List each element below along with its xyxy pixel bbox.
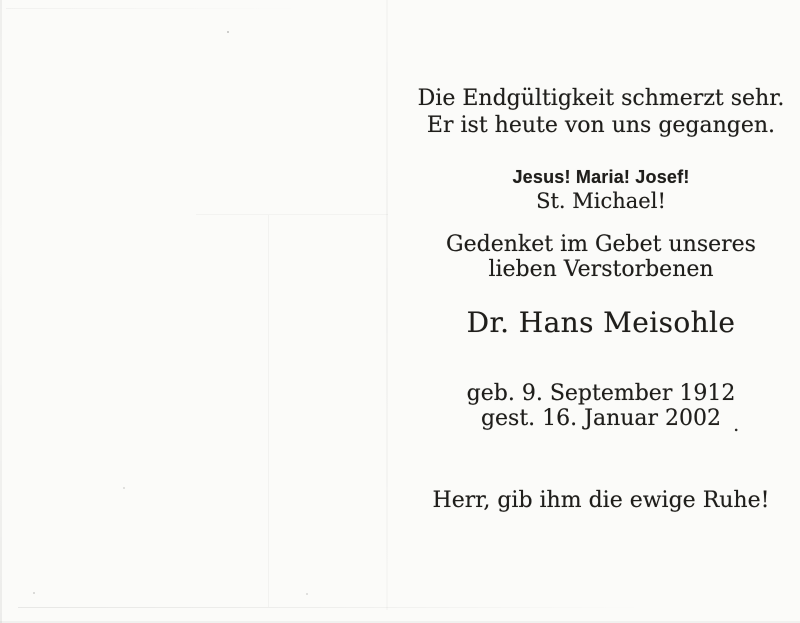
stray-print-dot: . [733, 412, 740, 436]
card-top-edge [6, 8, 306, 9]
scan-speck [306, 593, 308, 595]
invocation-jesus-maria-josef: Jesus! Maria! Josef! [512, 167, 690, 187]
opening-line-2: Er ist heute von uns gegangen. [426, 113, 776, 138]
scan-speck [123, 487, 125, 489]
left-panel-crease-vertical [268, 215, 269, 607]
birth-date-line: geb. 9. September 1912 [466, 381, 736, 406]
card-bottom-edge [18, 607, 758, 608]
scan-edge-left [0, 0, 2, 623]
scan-speck [227, 31, 229, 33]
closing-prayer-line: Herr, gib ihm die ewige Ruhe! [432, 488, 770, 513]
scan-speck [33, 592, 35, 594]
deceased-name: Dr. Hans Meisohle [466, 306, 736, 339]
opening-line-1: Die Endgültigkeit schmerzt sehr. [417, 86, 785, 111]
prayer-request-line-2: lieben Verstorbenen [488, 257, 714, 282]
prayer-request-line-1: Gedenket im Gebet unseres [446, 232, 756, 257]
left-panel-crease-horizontal [196, 214, 388, 215]
invocation-st-michael: St. Michael! [536, 189, 666, 213]
death-date-line: gest. 16. Januar 2002 [480, 406, 722, 431]
center-fold-crease [386, 0, 388, 610]
